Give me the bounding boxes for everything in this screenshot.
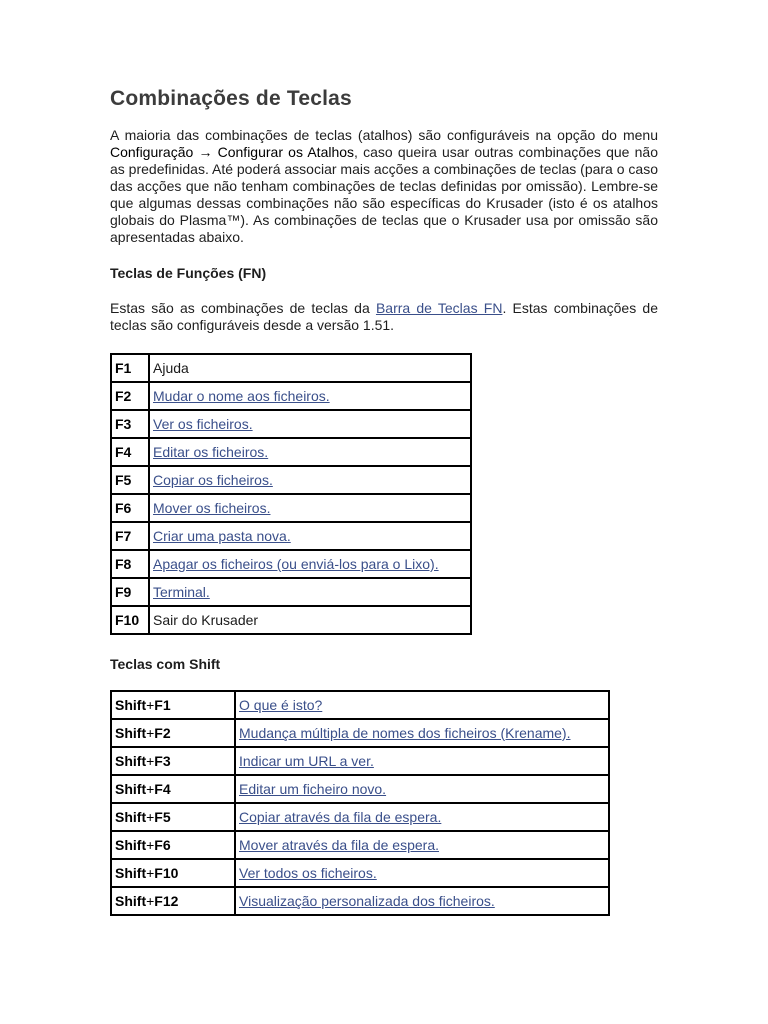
fn-desc-cell <box>149 522 471 550</box>
fn-section-heading: Teclas de Funções (FN) <box>110 265 267 281</box>
key-plus: + <box>146 697 155 713</box>
key-plus: + <box>146 781 155 797</box>
fn-key-cell: F2 <box>111 382 149 410</box>
shift-action-link[interactable]: Mover através da fila de espera. <box>239 837 439 853</box>
fn-desc-cell <box>149 466 471 494</box>
fn-action-text: Sair do Krusader <box>153 612 259 628</box>
shift-action-link[interactable]: O que é isto? <box>239 697 323 713</box>
fn-key-cell: F6 <box>111 494 149 522</box>
shift-key-cell <box>111 719 235 747</box>
shift-key-cell <box>111 691 235 719</box>
shift-key-cell <box>111 831 235 859</box>
key-plus: + <box>146 837 155 853</box>
intro-text-before: A maioria das combinações de teclas (atalhos) são configuráveis na opção do menu <box>110 127 658 143</box>
modifier-key: Shift <box>115 725 147 741</box>
fn-action-link[interactable]: Mudar o nome aos ficheiros. <box>153 388 330 404</box>
fn-action-link[interactable]: Mover os ficheiros. <box>153 500 271 516</box>
key-plus: + <box>146 893 155 909</box>
intro-text-after: , caso queira usar outras combinações que não as predefinidas. Até poderá associar mais acções a combinações de teclas (para o caso das acções que não tenham combinações de teclas definidas por omissão). Lembre-se que algumas dessas combinações não são específicas do Krusader (isto é os atalhos globais do Plasma™). As combinações de teclas que o Krusader usa por omissão são apresentadas abaixo. <box>110 144 658 245</box>
fn-table-row <box>111 522 471 550</box>
fn-desc-cell <box>149 410 471 438</box>
shift-action-link[interactable]: Editar um ficheiro novo. <box>239 781 387 797</box>
shift-desc-cell <box>235 691 609 719</box>
shift-desc-cell <box>235 747 609 775</box>
shift-section-heading: Teclas com Shift <box>110 656 221 672</box>
fn-key-cell: F3 <box>111 410 149 438</box>
modifier-key: Shift <box>115 893 147 909</box>
function-key: F12 <box>154 893 179 909</box>
shift-key-cell <box>111 747 235 775</box>
function-key: F2 <box>154 725 171 741</box>
key-plus: + <box>146 865 155 881</box>
shift-key-cell <box>111 803 235 831</box>
fn-key-cell: F9 <box>111 578 149 606</box>
key-plus: + <box>146 753 155 769</box>
shift-desc-cell <box>235 803 609 831</box>
fn-key-cell: F5 <box>111 466 149 494</box>
shift-desc-cell <box>235 831 609 859</box>
fn-desc-cell <box>149 578 471 606</box>
fn-paragraph <box>110 300 658 334</box>
intro-paragraph <box>110 127 658 246</box>
fn-action-link[interactable]: Ver os ficheiros. <box>153 416 253 432</box>
fn-key-cell: F8 <box>111 550 149 578</box>
function-key: F3 <box>154 753 171 769</box>
fn-action-link[interactable]: Editar os ficheiros. <box>153 444 269 460</box>
fn-table-row <box>111 410 471 438</box>
shift-action-link[interactable]: Indicar um URL a ver. <box>239 753 374 769</box>
shift-table-row <box>111 747 609 775</box>
fn-table-row <box>111 494 471 522</box>
shift-table-row <box>111 719 609 747</box>
shift-table-row <box>111 831 609 859</box>
fn-table-row <box>111 466 471 494</box>
function-key: F6 <box>154 837 171 853</box>
menu-path: Configuração → Configurar os Atalhos <box>110 144 355 160</box>
fn-action-link[interactable]: Apagar os ficheiros (ou enviá-los para o Lixo). <box>153 556 439 572</box>
shift-table-row <box>111 887 609 915</box>
shift-key-cell <box>111 887 235 915</box>
shift-table-row <box>111 775 609 803</box>
fn-desc-cell <box>149 606 471 634</box>
shift-action-link[interactable]: Visualização personalizada dos ficheiros. <box>239 893 495 909</box>
fn-text-before: Estas são as combinações de teclas da <box>110 300 376 316</box>
fn-desc-cell <box>149 354 471 382</box>
fn-table-row <box>111 382 471 410</box>
key-plus: + <box>146 809 155 825</box>
modifier-key: Shift <box>115 781 147 797</box>
fn-keys-table <box>110 353 472 635</box>
shift-action-link[interactable]: Copiar através da fila de espera. <box>239 809 442 825</box>
fn-desc-cell <box>149 494 471 522</box>
function-key: F4 <box>154 781 171 797</box>
function-key: F10 <box>154 865 179 881</box>
modifier-key: Shift <box>115 837 147 853</box>
modifier-key: Shift <box>115 809 147 825</box>
shift-desc-cell <box>235 719 609 747</box>
fn-text-after: . Estas combinações de teclas são configuráveis desde a versão 1.51. <box>110 300 658 333</box>
fn-action-link[interactable]: Terminal. <box>153 584 210 600</box>
fn-action-link[interactable]: Criar uma pasta nova. <box>153 528 291 544</box>
fn-table-row <box>111 354 471 382</box>
fn-action-text: Ajuda <box>153 360 189 376</box>
key-plus: + <box>146 725 155 741</box>
fn-action-link[interactable]: Copiar os ficheiros. <box>153 472 273 488</box>
shift-table-row <box>111 859 609 887</box>
fn-desc-cell <box>149 438 471 466</box>
modifier-key: Shift <box>115 697 147 713</box>
fn-table-row <box>111 438 471 466</box>
fn-key-cell: F4 <box>111 438 149 466</box>
fn-key-cell: F1 <box>111 354 149 382</box>
fn-desc-cell <box>149 382 471 410</box>
document-content <box>110 84 658 916</box>
fn-desc-cell <box>149 550 471 578</box>
shift-action-link[interactable]: Mudança múltipla de nomes dos ficheiros (Krename). <box>239 725 571 741</box>
shift-keys-table <box>110 690 610 916</box>
shift-action-link[interactable]: Ver todos os ficheiros. <box>239 865 377 881</box>
fn-bar-link[interactable]: Barra de Teclas FN <box>375 300 503 316</box>
shift-table-row <box>111 691 609 719</box>
shift-desc-cell <box>235 859 609 887</box>
function-key: F1 <box>154 697 171 713</box>
function-key: F5 <box>154 809 171 825</box>
shift-desc-cell <box>235 775 609 803</box>
shift-key-cell <box>111 859 235 887</box>
modifier-key: Shift <box>115 753 147 769</box>
fn-key-cell: F10 <box>111 606 149 634</box>
shift-key-cell <box>111 775 235 803</box>
shift-table-row <box>111 803 609 831</box>
page-title: Combinações de Teclas <box>110 87 352 110</box>
fn-table-row <box>111 578 471 606</box>
modifier-key: Shift <box>115 865 147 881</box>
fn-table-row <box>111 550 471 578</box>
fn-key-cell: F7 <box>111 522 149 550</box>
fn-table-row <box>111 606 471 634</box>
shift-desc-cell <box>235 887 609 915</box>
